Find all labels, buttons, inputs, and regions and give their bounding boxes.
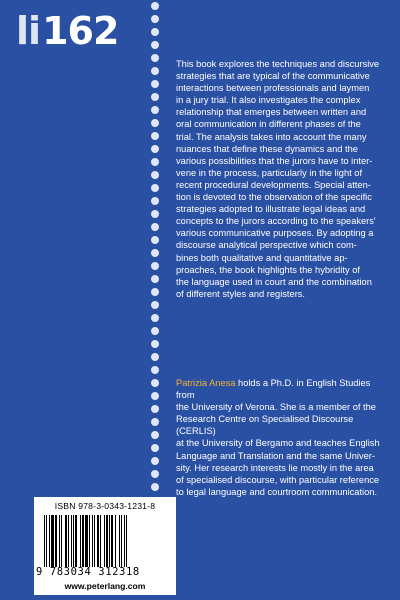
divider-dot: [151, 119, 159, 127]
blurb-line: the language used in court and the combination: [176, 276, 372, 287]
divider-dot: [151, 327, 159, 335]
barcode-bar: [51, 515, 54, 567]
blurb-line: vene in the process, particularly in the light of: [176, 167, 363, 178]
divider-dot: [151, 392, 159, 400]
divider-dot: [151, 145, 159, 153]
divider-dot: [151, 405, 159, 413]
divider-dot: [151, 158, 159, 166]
divider-dot: [151, 236, 159, 244]
barcode-digits: 9 783034 312318: [36, 566, 140, 578]
barcode-bar: [68, 515, 69, 567]
barcode-bar: [71, 515, 72, 567]
barcode-bar: [111, 515, 113, 567]
divider-dot: [151, 444, 159, 452]
divider-dot: [151, 54, 159, 62]
blurb-line: tion is devoted to the observation of the specific: [176, 192, 372, 203]
barcode-bar: [85, 515, 88, 567]
barcode-bar: [124, 515, 125, 567]
blurb-line: of different styles and registers.: [176, 288, 306, 299]
blurb-line: discourse analytical perspective which com-: [176, 240, 357, 251]
blurb-line: strategies that are typical of the communicative: [176, 71, 370, 82]
bio-line: Language and Translation and the same Univer-: [176, 450, 375, 461]
author-bio: [176, 377, 384, 498]
barcode-bar: [109, 515, 110, 567]
divider-dot: [151, 262, 159, 270]
divider-dot: [151, 431, 159, 439]
divider-dot: [151, 457, 159, 465]
isbn-label: ISBN 978-3-0343-1231-8: [54, 501, 156, 511]
barcode-bar: [82, 515, 84, 567]
blurb-line: concepts to the jurors according to the speakers': [176, 216, 376, 227]
divider-dot: [151, 15, 159, 23]
barcode-bar: [59, 515, 60, 567]
divider-dot: [151, 340, 159, 348]
divider-dot: [151, 67, 159, 75]
barcode-bar: [44, 515, 45, 567]
publisher-website: www.peterlang.com: [64, 581, 146, 591]
bio-line: the University of Verona. She is a member of the: [176, 402, 376, 413]
blurb-line: trial. The analysis takes into account the many: [176, 131, 367, 142]
blurb-line: This book explores the techniques and discursive: [176, 59, 380, 69]
divider-dot: [151, 41, 159, 49]
barcode-bar: [106, 515, 108, 567]
divider-dot: [151, 418, 159, 426]
blurb-line: interactions between professionals and laymen: [176, 83, 370, 94]
blurb-line: bines both qualitative and quantitative ap-: [176, 252, 348, 263]
divider-dot: [151, 80, 159, 88]
barcode-bar: [61, 515, 62, 567]
barcode-bar: [97, 515, 99, 567]
bio-line: sity. Her research interests lie mostly in the area: [176, 462, 374, 473]
blurb-line: strategies adopted to illustrate legal ideas and: [176, 204, 366, 215]
barcode-bar: [80, 515, 81, 567]
barcode-bar: [49, 515, 50, 567]
divider-dot: [151, 28, 159, 36]
barcode-bar: [89, 515, 90, 567]
divider-dot: [151, 197, 159, 205]
series-logo: [16, 9, 119, 53]
barcode-bar: [115, 515, 116, 567]
blurb-line: various communicative purposes. By adopting a: [176, 228, 374, 239]
divider-dot: [151, 106, 159, 114]
divider-dot: [151, 470, 159, 478]
barcode-bar: [65, 515, 67, 567]
author-name: Patrizia Anesa: [176, 378, 236, 388]
barcode-panel: [34, 497, 176, 595]
divider-dot: [151, 184, 159, 192]
series-number: 162: [42, 9, 119, 53]
barcode-bar: [92, 515, 93, 567]
bio-first-line: [176, 377, 384, 401]
divider-dot: [151, 314, 159, 322]
barcode-bar: [100, 515, 101, 567]
blurb-line: oral communication in different phases of the: [176, 119, 361, 130]
barcode-bar: [75, 515, 77, 567]
blurb-line: nuances that define these dynamics and the: [176, 143, 358, 154]
divider-dot: [151, 483, 159, 491]
barcode-bar: [55, 515, 57, 567]
series-prefix: li: [16, 9, 41, 53]
blurb-line: in a jury trial. It also investigates the complex: [176, 95, 361, 106]
divider-dot: [151, 366, 159, 374]
divider-dot: [151, 275, 159, 283]
bio-line: at the University of Bergamo and teaches English: [176, 438, 380, 449]
blurb-line: recent procedural developments. Special atten-: [176, 179, 371, 190]
barcode-bar: [73, 515, 74, 567]
divider-dot: [151, 223, 159, 231]
blurb-line: relationship that emerges between written and: [176, 107, 367, 118]
barcode-bar: [126, 515, 127, 567]
bio-lines: [176, 401, 384, 498]
bio-first-line-rest: holds a Ph.D. in English Studies from: [176, 378, 371, 401]
divider-dot: [151, 353, 159, 361]
blurb-line: proaches, the book highlights the hybridity of: [176, 264, 360, 275]
barcode-bar: [94, 515, 95, 567]
barcode-bar: [104, 515, 105, 567]
divider-dot: [151, 288, 159, 296]
barcode-bar: [46, 515, 47, 567]
divider-dot: [151, 249, 159, 257]
divider-dot: [151, 210, 159, 218]
book-description: [176, 58, 384, 300]
barcode-bar: [121, 515, 122, 567]
barcode-image: [44, 515, 166, 567]
divider-dot: [151, 2, 159, 10]
divider-dot: [151, 379, 159, 387]
bio-line: Research Centre on Specialised Discourse (CERLIS): [176, 414, 354, 437]
divider-dot: [151, 93, 159, 101]
divider-dot: [151, 132, 159, 140]
divider-dot: [151, 171, 159, 179]
barcode-bar: [119, 515, 120, 567]
bio-line: to legal language and courtroom communication.: [176, 486, 378, 497]
bio-line: of specialised discourse, with particular reference: [176, 474, 380, 485]
blurb-line: various possibilities that the jurors have to inter-: [176, 155, 373, 166]
divider-dot: [151, 301, 159, 309]
